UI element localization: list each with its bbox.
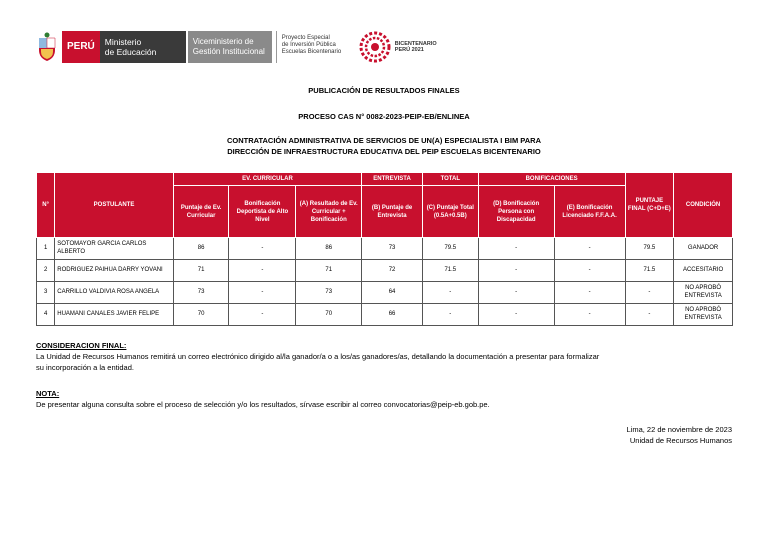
signature-block xyxy=(432,424,732,446)
coat-of-arms-icon xyxy=(36,32,58,62)
cell-res-a: 86 xyxy=(296,238,362,260)
cell-puntaje-ev: 86 xyxy=(173,238,229,260)
consideracion-section xyxy=(36,340,736,373)
gestion-label: Gestión Institucional xyxy=(192,47,265,56)
header-c-total: (C) Puntaje Total (0.5A+0.5B) xyxy=(422,186,478,238)
header-n: N° xyxy=(37,173,55,238)
nota-title: NOTA: xyxy=(36,389,60,398)
proyecto-line-3: Escuelas Bicentenario xyxy=(281,49,342,55)
cell-res-a: 70 xyxy=(296,304,362,326)
bicentenario-logo xyxy=(358,30,437,64)
cell-entrevista: 64 xyxy=(362,282,423,304)
cell-postulante: CARRILLO VALDIVIA ROSA ANGELA xyxy=(55,282,174,304)
header-postulante: POSTULANTE xyxy=(55,173,174,238)
cell-final: 79.5 xyxy=(625,238,674,260)
cell-puntaje-ev: 71 xyxy=(173,260,229,282)
cell-postulante: RODRIGUEZ PAIHUA DARRY YOVANI xyxy=(55,260,174,282)
cell-bonif-e: - xyxy=(554,260,625,282)
contratacion-line-2: DIRECCIÓN DE INFRAESTRUCTURA EDUCATIVA DEL PEIP ESCUELAS BICENTENARIO xyxy=(227,147,541,156)
ministerio-label: Ministerio xyxy=(104,37,142,47)
proceso-title: PROCESO CAS N° 0082-2023-PEIP-EB/ENLINEA xyxy=(298,112,470,121)
consideracion-text-1: La Unidad de Recursos Humanos remitirá un correo electrónico dirigido al/la ganador/a o a los/as ganadores/as, detallando la documentación a presentar para formalizar xyxy=(36,352,600,361)
header-b-entrevista: (B) Puntaje de Entrevista xyxy=(362,186,423,238)
cell-res-a: 71 xyxy=(296,260,362,282)
cell-condicion: NO APROBÓ ENTREVISTA xyxy=(674,304,733,326)
cell-bonif-e: - xyxy=(554,238,625,260)
nota-text: De presentar alguna consulta sobre el proceso de selección y/o los resultados, sírvase escribir al correo convocatorias@peip-eb.gob.pe. xyxy=(36,400,490,409)
cell-n: 1 xyxy=(37,238,55,260)
cell-total: 71.5 xyxy=(422,260,478,282)
cell-condicion: NO APROBÓ ENTREVISTA xyxy=(674,282,733,304)
cell-postulante: SOTOMAYOR GARCIA CARLOS ALBERTO xyxy=(55,238,174,260)
cell-bonif-d: - xyxy=(478,304,554,326)
viceministerio-label: Viceministerio de xyxy=(192,37,254,46)
header-d-discapacidad: (D) Bonificación Persona con Discapacidad xyxy=(478,186,554,238)
cell-n: 3 xyxy=(37,282,55,304)
de-educacion-label: de Educación xyxy=(104,47,157,57)
cell-puntaje-ev: 73 xyxy=(173,282,229,304)
cell-puntaje-ev: 70 xyxy=(173,304,229,326)
cell-bonif-e: - xyxy=(554,282,625,304)
viceministerio-logo xyxy=(188,31,272,63)
header-a-resultado: (A) Resultado de Ev. Curricular + Bonificación xyxy=(296,186,362,238)
cell-entrevista: 72 xyxy=(362,260,423,282)
cell-total: 79.5 xyxy=(422,238,478,260)
cell-bonif-d: - xyxy=(478,282,554,304)
header-entrevista: ENTREVISTA xyxy=(362,173,423,186)
proyecto-line-2: de Inversión Pública xyxy=(281,42,336,48)
fecha-label: Lima, 22 de noviembre de 2023 xyxy=(626,425,732,434)
nota-section xyxy=(36,388,736,410)
cell-condicion: GANADOR xyxy=(674,238,733,260)
cell-bonif-dep: - xyxy=(229,304,296,326)
cell-bonif-e: - xyxy=(554,304,625,326)
cell-n: 2 xyxy=(37,260,55,282)
cell-bonif-dep: - xyxy=(229,282,296,304)
header-banner xyxy=(36,28,437,66)
results-table xyxy=(36,172,733,326)
cell-entrevista: 73 xyxy=(362,238,423,260)
table-row xyxy=(37,282,733,304)
proyecto-especial-logo xyxy=(276,31,356,63)
cell-bonif-dep: - xyxy=(229,260,296,282)
header-total: TOTAL xyxy=(422,173,478,186)
header-bonif-deportista: Bonificación Deportista de Alto Nivel xyxy=(229,186,296,238)
cell-total: - xyxy=(422,282,478,304)
cell-n: 4 xyxy=(37,304,55,326)
cell-final: - xyxy=(625,282,674,304)
proyecto-line-1: Proyecto Especial xyxy=(281,35,330,41)
header-condicion: CONDICIÓN xyxy=(674,173,733,238)
cell-bonif-d: - xyxy=(478,238,554,260)
cell-final: - xyxy=(625,304,674,326)
cell-bonif-dep: - xyxy=(229,238,296,260)
cell-res-a: 73 xyxy=(296,282,362,304)
bicentenario-label: BICENTENARIO xyxy=(394,40,437,47)
unidad-label: Unidad de Recursos Humanos xyxy=(629,436,732,445)
cell-bonif-d: - xyxy=(478,260,554,282)
header-puntaje-final: PUNTAJE FINAL (C+D+E) xyxy=(625,173,674,238)
ministerio-logo xyxy=(100,31,186,63)
peru-logo: PERÚ xyxy=(62,31,100,63)
header-puntaje-ev: Puntaje de Ev. Curricular xyxy=(173,186,229,238)
table-row xyxy=(37,260,733,282)
header-bonificaciones: BONIFICACIONES xyxy=(478,173,625,186)
peru-2021-label: PERÚ 2021 xyxy=(394,47,424,53)
contratacion-line-1: CONTRATACIÓN ADMINISTRATIVA DE SERVICIOS DE UN(A) ESPECIALISTA I BIM PARA xyxy=(226,136,542,145)
consideracion-title: CONSIDERACION FINAL: xyxy=(36,341,127,350)
bicentenario-swirl-icon xyxy=(358,30,392,64)
consideracion-text-2: su incorporación a la entidad. xyxy=(36,363,134,372)
table-row xyxy=(37,238,733,260)
cell-final: 71.5 xyxy=(625,260,674,282)
header-ev-curricular: EV. CURRICULAR xyxy=(173,173,361,186)
cell-postulante: HUAMANI CANALES JAVIER FELIPE xyxy=(55,304,174,326)
cell-condicion: ACCESITARIO xyxy=(674,260,733,282)
cell-entrevista: 66 xyxy=(362,304,423,326)
cell-total: - xyxy=(422,304,478,326)
table-row xyxy=(37,304,733,326)
header-e-licenciado: (E) Bonificación Licenciado F.F.A.A. xyxy=(554,186,625,238)
publicacion-title: PUBLICACIÓN DE RESULTADOS FINALES xyxy=(308,86,460,95)
